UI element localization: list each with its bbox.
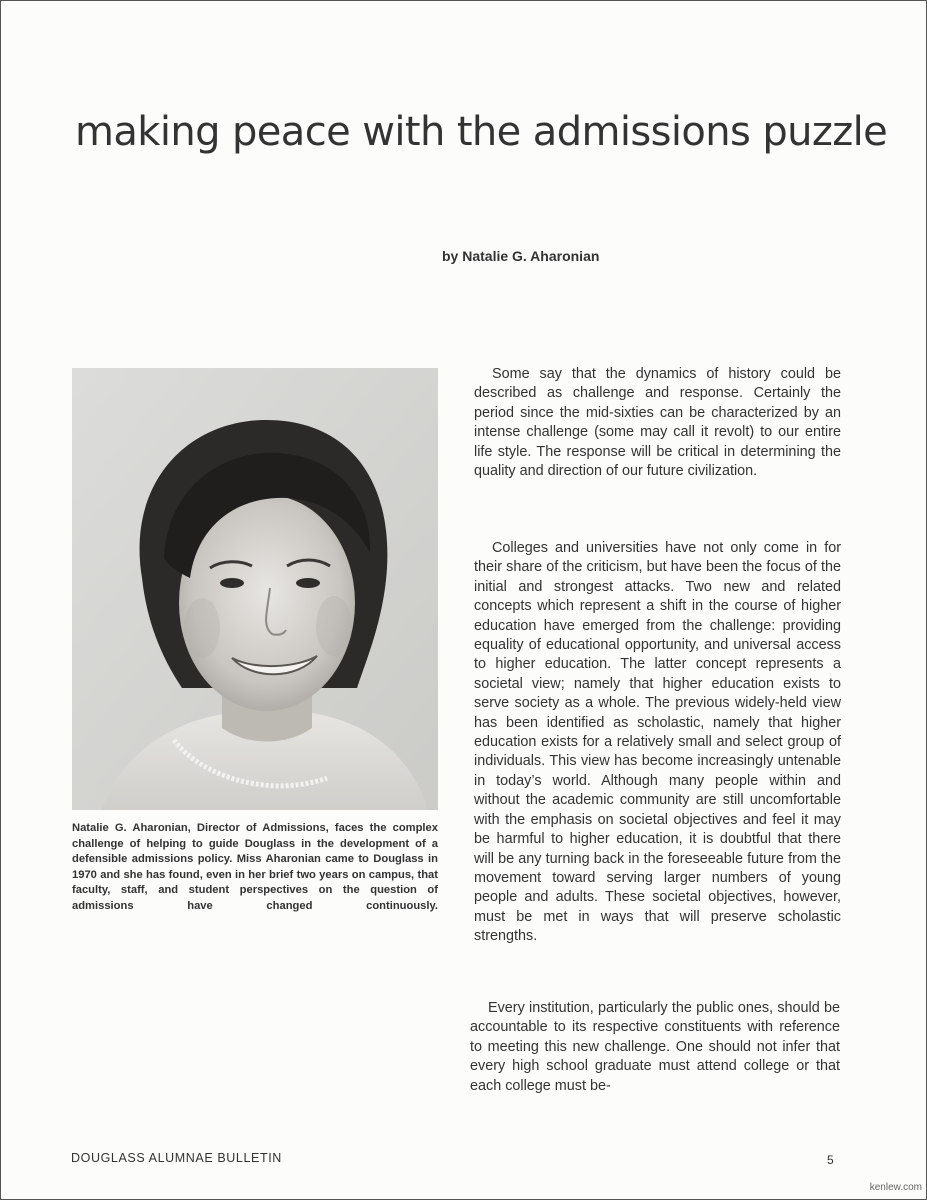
- article-title: making peace with the admissions puzzle: [75, 109, 888, 155]
- publication-name: DOUGLASS ALUMNAE BULLETIN: [71, 1151, 282, 1165]
- photo-caption: Natalie G. Aharonian, Director of Admissions, faces the complex challenge of helping to guide Douglass in the development of a defensible admissions policy. Miss Aharonian came to Douglass in 1970 and she has found, even in her brief two years on campus, that faculty, staff, and student perspectives on the question of admissions have changed continuously.: [72, 822, 438, 912]
- body-paragraph-1: Some say that the dynamics of history could be described as challenge and response. Certainly the period since the mid-sixties can be characterized by an intense challenge (some may call it revolt) to our entire life style. The response will be critical in determining the quality and direction of our future civilization.: [474, 366, 841, 480]
- article-byline: by Natalie G. Aharonian: [442, 248, 600, 264]
- portrait-illustration: [72, 368, 438, 810]
- body-paragraph-2: Colleges and universities have not only come in for their share of the criticism, but have been the focus of the initial and strongest attacks. Two new and related concepts which represent a shift in the course of higher education have emerged from the challenge: providing equality of educational opportunity, and universal access to higher education. The latter concept represents a societal view; namely that higher education exists to serve society as a whole. The previous widely-held view has been identified as scholastic, namely that higher education exists for a relatively small and select group of individuals. This view has become increasingly untenable in today’s world. Although many people within and without the academic community are still uncomfortable with the emphasis on societal objectives and feel it may be harmful to higher education, it is doubtful that there will be any turning back in the foreseeable future from the movement toward serving larger numbers of young people and adults. These societal objectives, however, must be met in ways that will preserve scholastic strengths.: [474, 540, 841, 945]
- body-paragraph-3: Every institution, particularly the public ones, should be accountable to its respective constituents with reference to meeting this new challenge. One should not infer that every high school graduate must attend college or that each college must be-: [470, 1000, 840, 1094]
- portrait-photo: [72, 368, 438, 810]
- watermark-text: kenlew.com: [869, 1182, 922, 1193]
- page-number: 5: [827, 1153, 834, 1167]
